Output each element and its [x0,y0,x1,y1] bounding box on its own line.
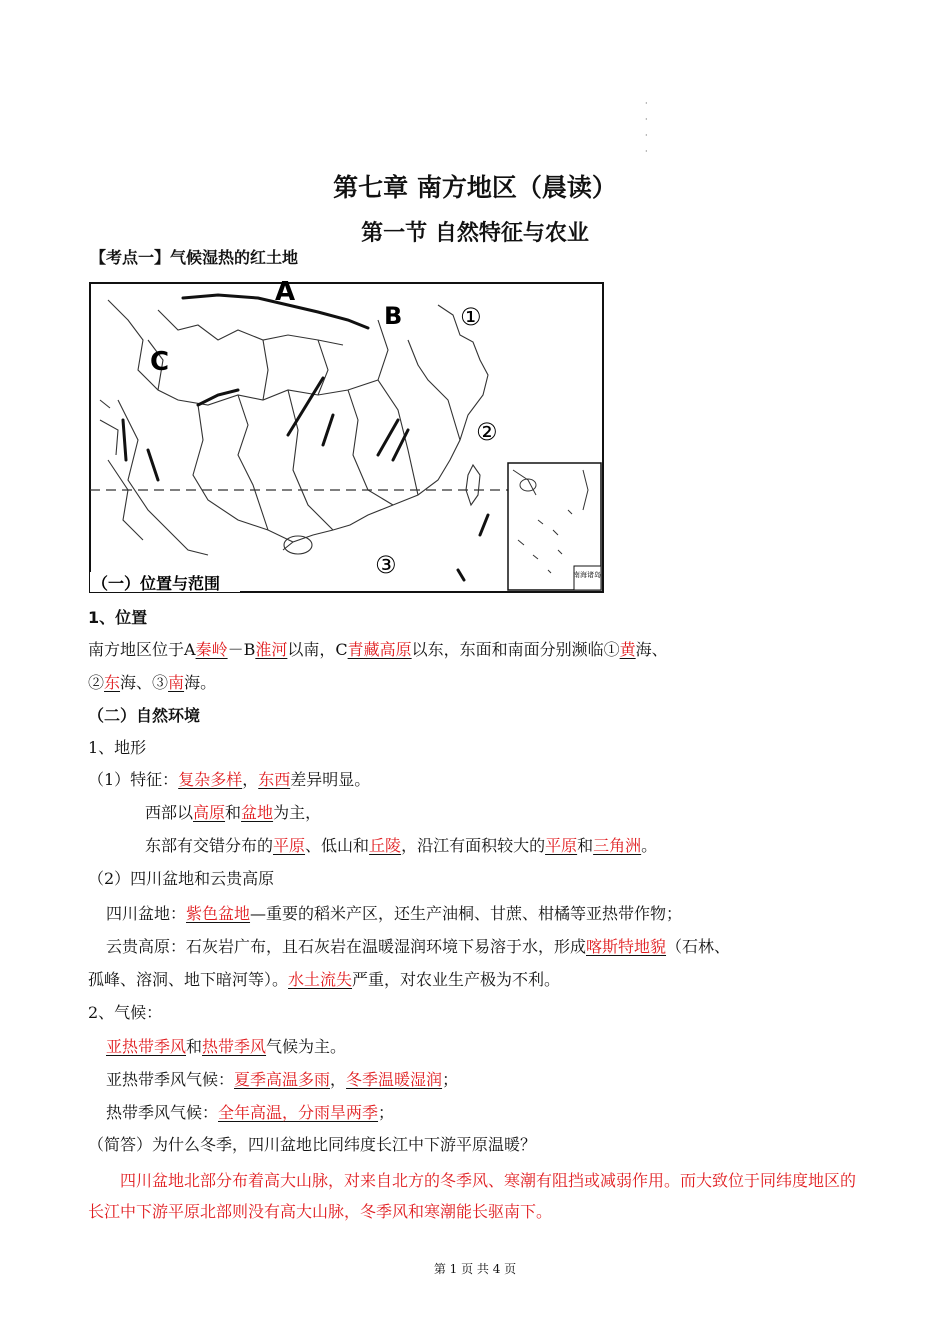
circle-1: ① [460,303,482,331]
text: 以南，C [287,640,348,659]
chapter-title: 第七章 南方地区（晨读） [333,173,617,202]
text: 。 [641,836,658,855]
answer-plain-2: 平原 [545,836,578,855]
answer-soil-erosion: 水土流失 [288,970,353,989]
answer-qinling: 秦岭 [195,640,228,659]
southern-china-map [88,280,606,596]
answer-karst: 喀斯特地貌 [586,937,667,956]
text: 云贵高原：石灰岩广布，且石灰岩在温暖湿润环境下易溶于水，形成 [106,937,587,956]
text: 海、③ [120,673,169,692]
text: 东部有交错分布的 [145,836,274,855]
label-a: A [275,280,296,307]
text: 和 [186,1037,203,1056]
text: （1）特征： [88,770,179,789]
circle-2: ② [476,418,498,446]
answer-delta: 三角洲 [593,836,642,855]
answer-sea-1: 黄 [619,640,636,659]
feature-line [88,768,370,792]
text: 热带季风气候： [106,1103,219,1122]
text: 和 [577,836,594,855]
text: 差异明显。 [290,770,371,789]
answer-qingzang: 青藏高原 [347,640,412,659]
text: 气候为主。 [266,1037,347,1056]
climate-heading: 2、气候： [88,1003,163,1022]
text: —重要的稻米产区，还生产油桐、甘蔗、柑橘等亚热带作物； [250,904,683,923]
answer-summer: 夏季高温多雨 [234,1070,331,1089]
answer-sea-2: 东 [104,673,121,692]
sub2-heading: （2）四川盆地和云贵高原 [88,869,275,888]
section-title: 第一节 自然特征与农业 [361,221,589,246]
env-heading: （二）自然环境 [88,706,201,725]
text: 四川盆地： [106,904,187,923]
label-c: C [150,347,170,377]
position-heading: 1、位置 [88,608,148,627]
text: （石林、 [666,937,731,956]
question: （简答）为什么冬季，四川盆地比同纬度长江中下游平原温暖？ [88,1135,537,1154]
inset-label: 南海诸岛 [573,571,601,579]
text: ； [442,1070,459,1089]
text: －B [227,640,256,659]
east-line [145,834,657,858]
text: 南方地区位于A [88,640,196,659]
circle-3: ③ [375,551,397,579]
position-line-2 [88,671,216,695]
text: 为主， [273,803,322,822]
text: 和 [225,803,242,822]
answer-plain: 平原 [273,836,306,855]
text: 孤峰、溶洞、地下暗河等）。 [88,970,289,989]
text: ，沿江有面积较大的 [401,836,546,855]
text: 西部以 [145,803,194,822]
text: ， [330,1070,347,1089]
text: 严重，对农业生产极为不利。 [352,970,561,989]
position-line-1 [88,638,668,662]
text: ② [88,673,105,692]
kaodian-heading: 【考点一】气候湿热的红土地 [90,248,299,267]
margin-dots: · · · · [645,99,648,156]
terrain-heading: 1、地形 [88,738,147,757]
text: 海、 [635,640,668,659]
yungui-line-1 [106,935,730,959]
answer-east-west: 东西 [258,770,291,789]
text: ， [242,770,259,789]
answer-subtropical: 亚热带季风 [106,1037,187,1056]
page-footer: 第 1 页 共 4 页 [433,1262,517,1276]
answer-basin: 盆地 [241,803,274,822]
climate-line [106,1035,346,1059]
text: ； [378,1103,395,1122]
text: 、低山和 [305,836,370,855]
answer-sea-3: 南 [168,673,185,692]
answer-complex: 复杂多样 [178,770,243,789]
answer-tropical-climate: 全年高温，分雨旱两季 [218,1103,379,1122]
text: 海。 [184,673,217,692]
yungui-line-2 [88,968,560,992]
answer-paragraph: 四川盆地北部分布着高大山脉，对来自北方的冬季风、寒潮有阻挡或减弱作用。而大致位于同纬度地区的长江中下游平原北部则没有高大山脉，冬季风和寒潮能长驱南下。 [88,1171,857,1221]
answer-hills: 丘陵 [369,836,402,855]
subtropical-line [106,1068,458,1092]
text: 以东，东面和南面分别濒临① [411,640,620,659]
answer-huaihe: 淮河 [255,640,288,659]
sichuan-line [106,902,682,926]
answer-winter: 冬季温暖湿润 [346,1070,443,1089]
answer-purple-basin: 紫色盆地 [186,904,251,923]
text: 亚热带季风气候： [106,1070,235,1089]
label-b: B [384,302,403,330]
west-line [145,801,321,825]
answer-plateau: 高原 [193,803,226,822]
answer-tropical: 热带季风 [202,1037,267,1056]
tropical-line [106,1101,394,1125]
map-caption: （一）位置与范围 [92,574,221,593]
